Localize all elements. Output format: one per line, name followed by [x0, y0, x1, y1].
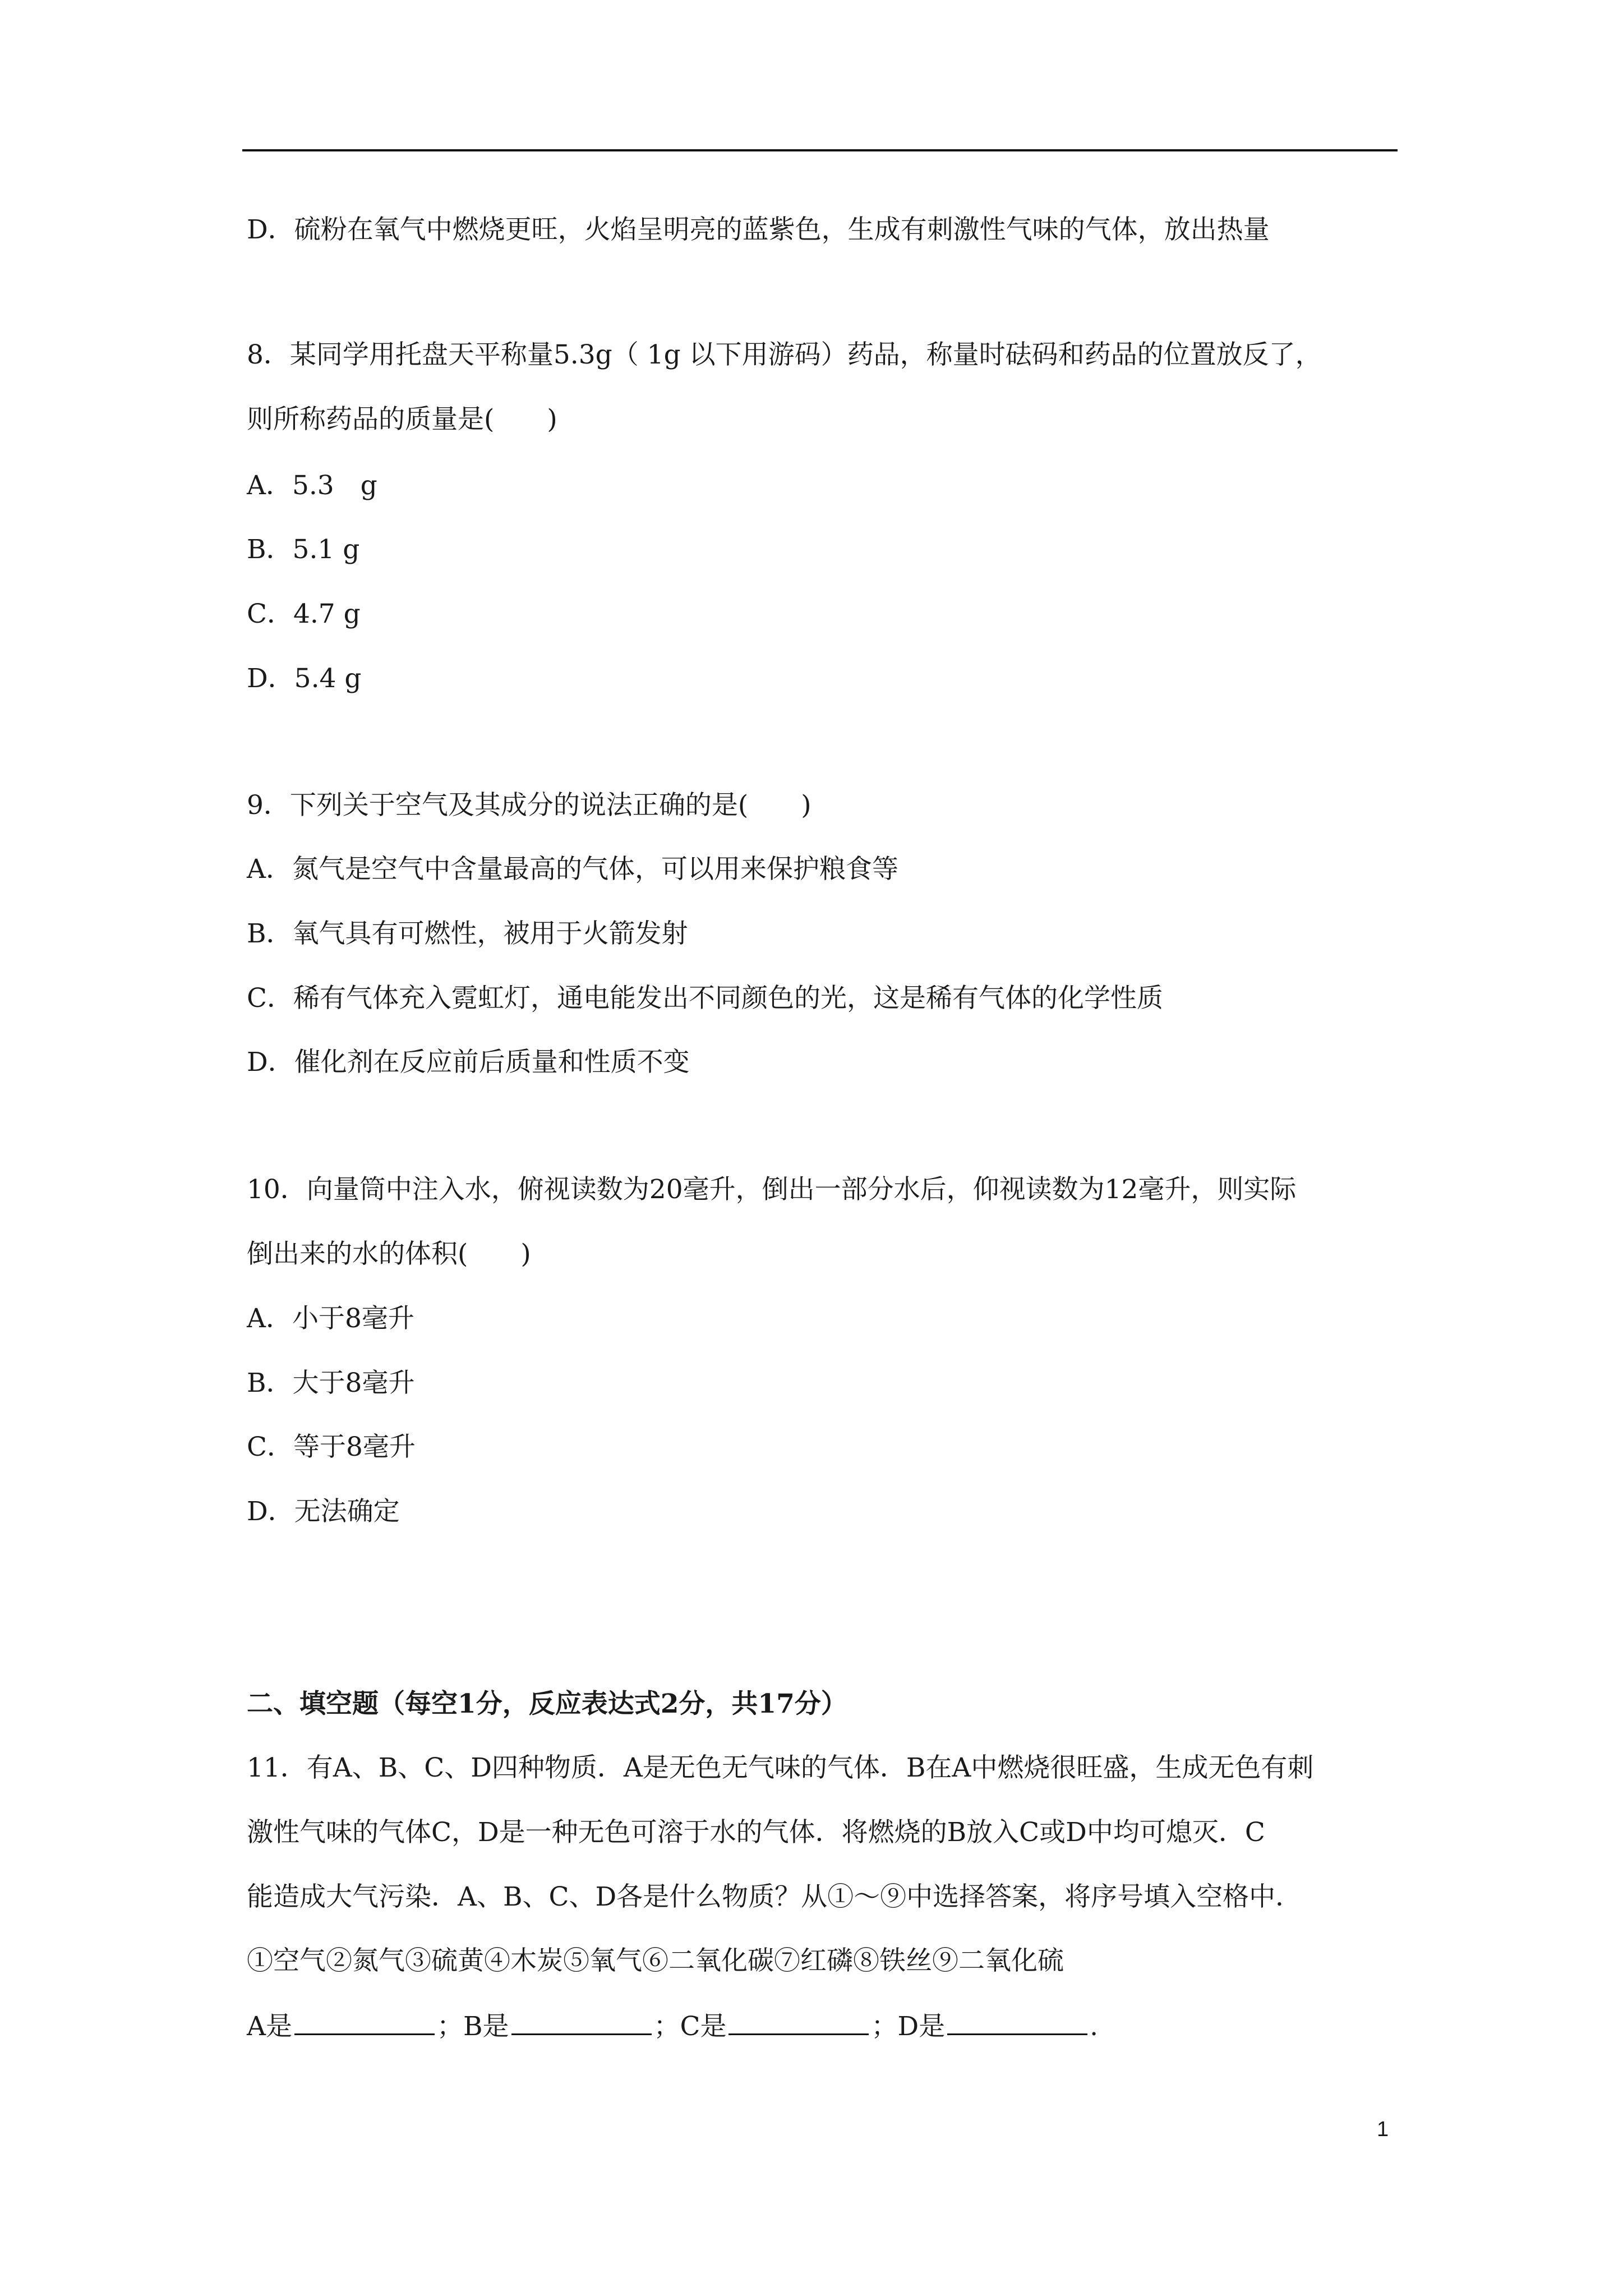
- q8-option-d: D．5.4 g: [247, 663, 362, 694]
- answer-label-a: A是: [247, 2011, 292, 2042]
- answer-blank-b[interactable]: [511, 2009, 652, 2035]
- answer-label-c: ；C是: [653, 2011, 727, 2042]
- answer-line-end: .: [1090, 2011, 1099, 2042]
- q7-option-d: D．硫粉在氧气中燃烧更旺，火焰呈明亮的蓝紫色，生成有刺激性气味的气体，放出热量: [247, 214, 1270, 245]
- section-heading-fill-in: 二、填空题（每空1分，反应表达式2分，共17分）: [247, 1688, 847, 1719]
- answer-label-b: ；B是: [436, 2011, 509, 2042]
- answer-label-d: ；D是: [871, 2011, 946, 2042]
- q10-stem-line-1: 10．向量筒中注入水，俯视读数为20毫升，倒出一部分水后，仰视读数为12毫升，则实际: [247, 1174, 1297, 1205]
- q10-option-a: A．小于8毫升: [247, 1303, 414, 1334]
- q8-stem-line-2: 则所称药品的质量是( ): [247, 404, 557, 435]
- q10-stem-line-2: 倒出来的水的体积( ): [247, 1239, 531, 1269]
- q11-answer-line: [247, 2009, 1098, 2044]
- q9-option-b: B．氧气具有可燃性，被用于火箭发射: [247, 918, 688, 949]
- q9-stem: 9．下列关于空气及其成分的说法正确的是( ): [247, 790, 811, 821]
- q10-option-c: C．等于8毫升: [247, 1432, 416, 1462]
- header-rule: [242, 149, 1398, 151]
- page-number: 1: [1377, 2118, 1389, 2141]
- q10-option-b: B．大于8毫升: [247, 1368, 415, 1398]
- q11-line-2: 激性气味的气体C，D是一种无色可溶于水的气体．将燃烧的B放入C或D中均可熄灭．C: [247, 1817, 1265, 1848]
- q11-line-3: 能造成大气污染．A、B、C、D各是什么物质？从①～⑨中选择答案，将序号填入空格中．: [247, 1881, 1302, 1912]
- answer-blank-c[interactable]: [728, 2009, 869, 2035]
- q11-options-list: ①空气②氮气③硫黄④木炭⑤氧气⑥二氧化碳⑦红磷⑧铁丝⑨二氧化硫: [247, 1945, 1064, 1976]
- q11-line-1: 11．有A、B、C、D四种物质．A是无色无气味的气体．B在A中燃烧很旺盛，生成无色有刺: [247, 1752, 1314, 1783]
- q8-option-c: C．4.7 g: [247, 599, 361, 629]
- q8-option-a: A．5.3 g: [247, 470, 377, 501]
- q8-stem-line-1: 8．某同学用托盘天平称量5.3g（ 1g 以下用游码）药品，称量时砝码和药品的位置放反了，: [247, 339, 1322, 370]
- answer-blank-d[interactable]: [947, 2009, 1087, 2035]
- q9-option-c: C．稀有气体充入霓虹灯，通电能发出不同颜色的光，这是稀有气体的化学性质: [247, 983, 1163, 1014]
- q9-option-a: A．氮气是空气中含量最高的气体，可以用来保护粮食等: [247, 854, 898, 885]
- q8-option-b: B．5.1 g: [247, 534, 360, 565]
- answer-blank-a[interactable]: [294, 2009, 435, 2035]
- q9-option-d: D．催化剂在反应前后质量和性质不变: [247, 1047, 690, 1078]
- q10-option-d: D．无法确定: [247, 1496, 400, 1527]
